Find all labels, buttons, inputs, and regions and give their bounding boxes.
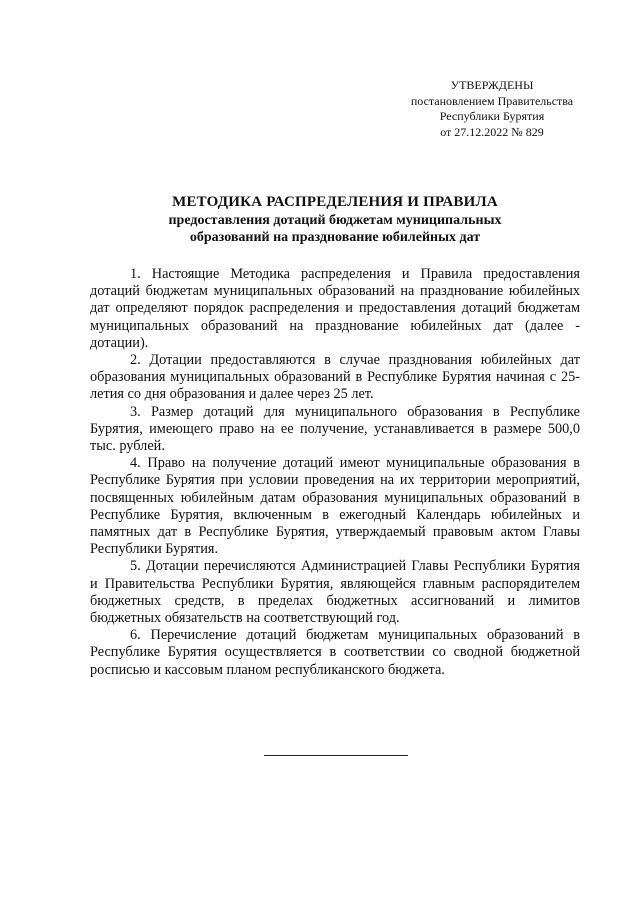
title-subtitle-line-2: образований на празднование юбилейных дат <box>189 230 481 245</box>
approval-stamp <box>402 78 582 140</box>
approval-heading: УТВЕРЖДЕНЫ <box>450 78 534 92</box>
approval-date-number: от 27.12.2022 № 829 <box>440 124 544 139</box>
paragraph-6: 6. Перечисление дотаций бюджетам муниципальных образований в Республике Бурятия осуществляется в соответствии со сводной бюджетной росписью и кассовым планом республиканского бюджета. <box>90 627 580 678</box>
approval-republic-line: Республики Бурятия <box>439 109 545 123</box>
paragraph-3: 3. Размер дотаций для муниципального образования в Республике Бурятия, имеющего право на ее получение, устанавливается в размере 500,0 тыс. рублей. <box>90 403 580 455</box>
paragraph-5: 5. Дотации перечисляются Администрацией Главы Республики Бурятия и Правительства Республики Бурятия, являющейся главным распорядителем бюджетных средств, в пределах бюджетных ассигнований и лимитов бюджетных обязательств на соответствующий год. <box>90 558 580 627</box>
document-body <box>90 266 580 679</box>
document-title <box>90 193 580 246</box>
end-divider-line <box>264 755 408 756</box>
title-subtitle-line-1: предоставления дотаций бюджетам муниципальных <box>168 213 502 228</box>
approval-resolution-line: постановлением Правительства <box>410 93 574 108</box>
paragraph-4: 4. Право на получение дотаций имеют муниципальные образования в Республике Бурятия при условии проведения на их территории мероприятий, посвященных юбилейным датам образования муниципальных образований в Республике Бурятия, включенным в ежегодный Календарь юбилейных и памятных дат в Республике Бурятия, утверждаемый правовым актом Главы Республики Бурятия. <box>90 455 580 558</box>
paragraph-2: 2. Дотации предоставляются в случае празднования юбилейных дат образования муниципальных образований в Республике Бурятия начиная с 25-летия со дня образования и далее через 25 лет. <box>90 352 580 403</box>
paragraph-1: 1. Настоящие Методика распределения и Правила предоставления дотаций бюджетам муниципальных образований на празднование юбилейных дат определяют порядок распределения и предоставления дотаций бюджетам муниципальных образований на празднование юбилейных дат (далее - дотации). <box>90 266 580 351</box>
title-main: МЕТОДИКА РАСПРЕДЕЛЕНИЯ И ПРАВИЛА <box>172 194 498 210</box>
